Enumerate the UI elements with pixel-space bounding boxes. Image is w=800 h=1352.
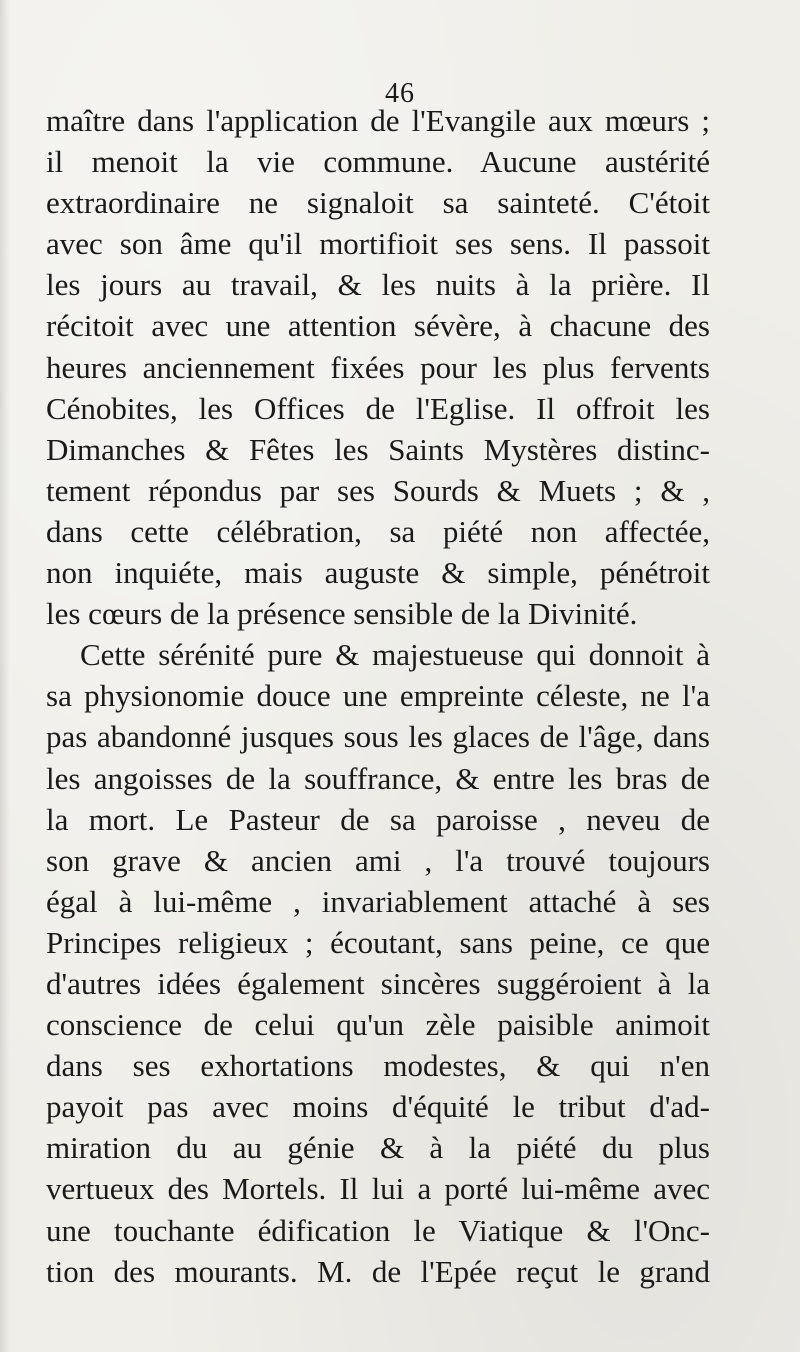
text-line: la mort. Le Pasteur de sa paroisse , neveu de (46, 801, 710, 837)
body-text (46, 100, 710, 1292)
text-line: miration du au génie & à la piété du plus (46, 1130, 710, 1166)
text-line: pas abandonné jusques sous les glaces de l'âge, dans (46, 719, 710, 755)
text-line: avec son âme qu'il mortifioit ses sens. Il passoit (46, 226, 710, 262)
text-line: extraordinaire ne signaloit sa sainteté. C'étoit (46, 185, 710, 221)
text-line: non inquiéte, mais auguste & simple, pénétroit (46, 555, 710, 591)
text-line: les cœurs de la présence sensible de la Divinité. (46, 596, 638, 632)
text-line: égal à lui-même , invariablement attaché à ses (46, 883, 710, 919)
text-line: tion des mourants. M. de l'Epée reçut le grand (46, 1253, 710, 1289)
text-line: Dimanches & Fêtes les Saints Mystères distinc- (46, 431, 710, 467)
text-line: récitoit avec une attention sévère, à chacune des (46, 308, 710, 344)
text-line: vertueux des Mortels. Il lui a porté lui-même avec (46, 1171, 710, 1207)
text-line: dans cette célébration, sa piété non affectée, (46, 513, 710, 549)
text-line: tement répondus par ses Sourds & Muets ; & , (46, 472, 710, 508)
text-line-paragraph-start: Cette sérénité pure & majestueuse qui donnoit à (80, 637, 710, 673)
text-line: Cénobites, les Offices de l'Eglise. Il offroit les (46, 390, 710, 426)
text-line: les jours au travail, & les nuits à la prière. Il (46, 267, 710, 303)
text-line: sa physionomie douce une empreinte céleste, ne l'a (46, 678, 710, 714)
text-line: les angoisses de la souffrance, & entre les bras de (46, 760, 710, 796)
text-line: Principes religieux ; écoutant, sans peine, ce que (46, 924, 710, 960)
text-line: maître dans l'application de l'Evangile aux mœurs ; (46, 103, 710, 138)
text-line: d'autres idées également sincères suggéroient à la (46, 965, 710, 1001)
text-line: son grave & ancien ami , l'a trouvé toujours (46, 842, 710, 878)
text-line: conscience de celui qu'un zèle paisible animoit (46, 1007, 710, 1043)
text-line: une touchante édification le Viatique & l'Onc- (46, 1212, 710, 1248)
page-number: 46 (385, 78, 415, 109)
text-line: heures anciennement fixées pour les plus fervents (46, 349, 710, 385)
text-line: dans ses exhortations modestes, & qui n'en (46, 1048, 710, 1084)
page-edge-shadow (0, 0, 10, 1352)
text-line: il menoit la vie commune. Aucune austérité (46, 144, 710, 180)
text-line: payoit pas avec moins d'équité le tribut d'ad- (46, 1089, 710, 1125)
